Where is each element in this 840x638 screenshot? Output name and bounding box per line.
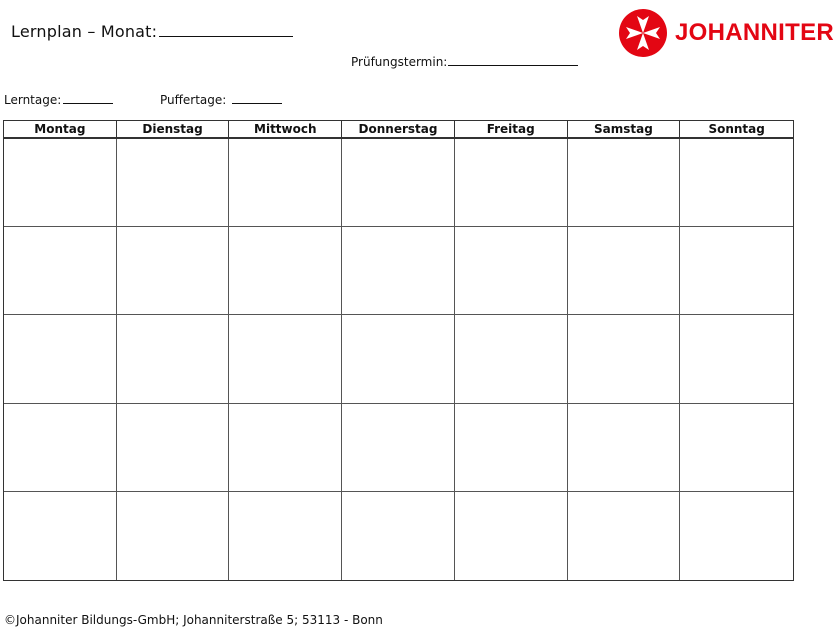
weekday-header-thursday: Donnerstag [342, 121, 455, 139]
calendar-cell[interactable] [680, 315, 793, 403]
calendar-cell[interactable] [342, 404, 455, 492]
calendar-cell[interactable] [117, 404, 230, 492]
study-days-blank-line[interactable] [63, 102, 113, 104]
buffer-days-label: Puffertage: [160, 93, 227, 107]
buffer-days-blank-line[interactable] [232, 102, 282, 104]
calendar-cell[interactable] [680, 492, 793, 580]
calendar-cell[interactable] [680, 404, 793, 492]
calendar-cell[interactable] [455, 227, 568, 315]
footer-copyright: ©Johanniter Bildungs-GmbH; Johanniterstraße 5; 53113 - Bonn [4, 613, 383, 627]
calendar-cell[interactable] [568, 492, 681, 580]
study-days-field [4, 93, 113, 107]
study-days-label: Lerntage: [4, 93, 62, 107]
calendar-cell[interactable] [455, 315, 568, 403]
calendar-cell[interactable] [455, 404, 568, 492]
calendar-grid [3, 120, 794, 581]
exam-date-blank-line[interactable] [448, 64, 578, 66]
calendar-cell[interactable] [568, 139, 681, 227]
weekday-header-tuesday: Dienstag [117, 121, 230, 139]
calendar-cell[interactable] [342, 139, 455, 227]
calendar-cell[interactable] [342, 315, 455, 403]
calendar-cell[interactable] [117, 315, 230, 403]
calendar-cell[interactable] [4, 315, 117, 403]
calendar-cell[interactable] [342, 227, 455, 315]
calendar-cell[interactable] [229, 139, 342, 227]
calendar-cell[interactable] [229, 227, 342, 315]
month-label: Lernplan – Monat: [11, 22, 158, 41]
weekday-header-saturday: Samstag [568, 121, 681, 139]
calendar-cell[interactable] [229, 492, 342, 580]
calendar-cell[interactable] [455, 492, 568, 580]
exam-date-label: Prüfungstermin: [351, 55, 448, 69]
month-blank-line[interactable] [159, 35, 293, 37]
exam-date-field [351, 55, 578, 69]
johanniter-logo [618, 8, 834, 58]
calendar-cell[interactable] [680, 139, 793, 227]
calendar-cell[interactable] [117, 227, 230, 315]
calendar-cell[interactable] [229, 404, 342, 492]
cross-emblem-icon [618, 8, 668, 58]
weekday-header-wednesday: Mittwoch [229, 121, 342, 139]
calendar-cell[interactable] [568, 315, 681, 403]
calendar-cell[interactable] [680, 227, 793, 315]
logo-text: JOHANNITER [675, 19, 835, 46]
calendar-cell[interactable] [4, 139, 117, 227]
calendar-cell[interactable] [117, 139, 230, 227]
weekday-header-sunday: Sonntag [680, 121, 793, 139]
calendar-cell[interactable] [568, 404, 681, 492]
calendar-cell[interactable] [342, 492, 455, 580]
buffer-days-field [160, 93, 282, 107]
calendar-cell[interactable] [4, 404, 117, 492]
calendar-cell[interactable] [117, 492, 230, 580]
calendar-cell[interactable] [455, 139, 568, 227]
weekday-header-monday: Montag [4, 121, 117, 139]
calendar-cell[interactable] [4, 227, 117, 315]
calendar-cell[interactable] [229, 315, 342, 403]
calendar-cell[interactable] [568, 227, 681, 315]
calendar-cell[interactable] [4, 492, 117, 580]
page-title [11, 22, 293, 41]
weekday-header-friday: Freitag [455, 121, 568, 139]
